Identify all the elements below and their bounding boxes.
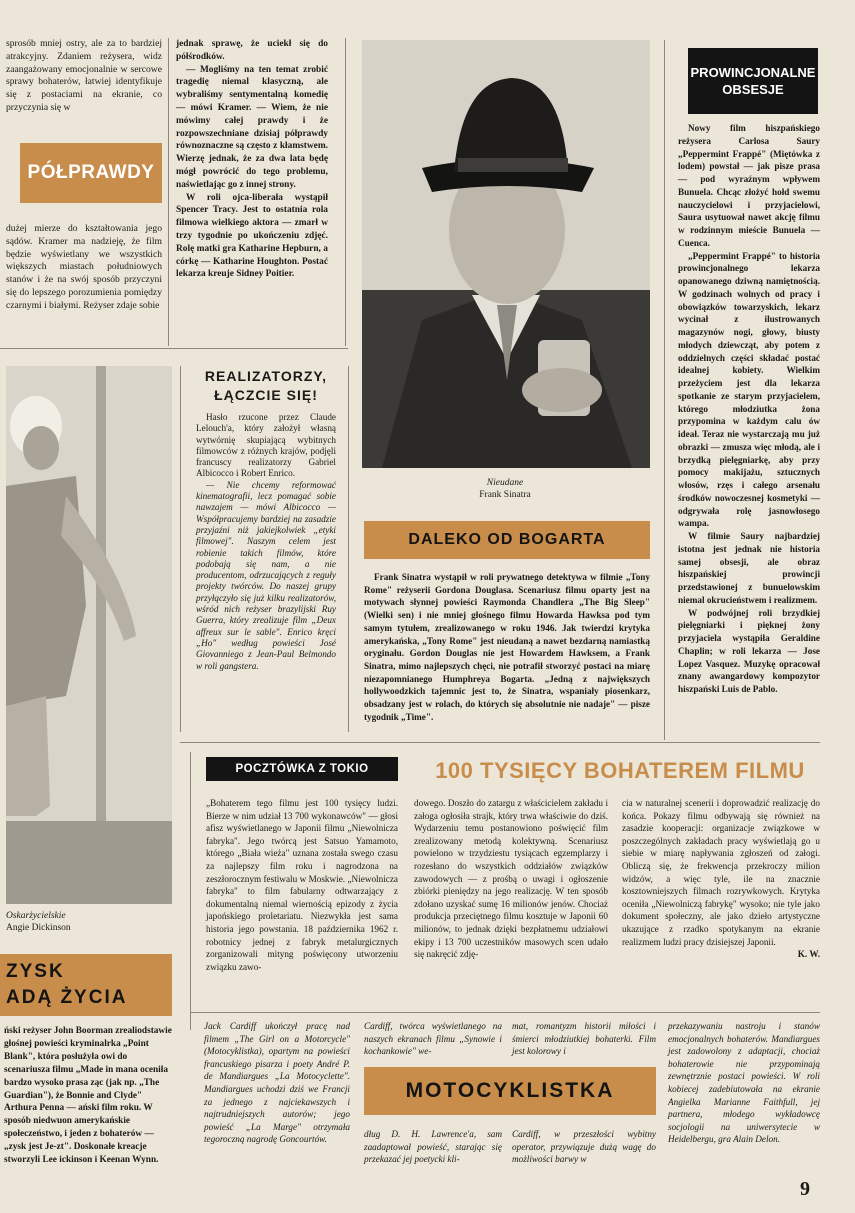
moto-col4: przekazywaniu nastroju i stanów emocjonalnych bohaterów. Mandiargues jest zadowolony z adaptacji, chociaż bohaterowie nie przypominają zewnętrznie postaci powieści. W roli kobiecej zadebiutowała na ekranie Angielka Marianne Faithfull, jej partnera, młodego wykładowcę socjologii na uniwersytecie w Heidelbergu, gra Alain Delon.	[668, 1021, 820, 1145]
moto-col2b: dług D. H. Lawrence'a, sam zaadaptował powieść, starając się przekazać jej poetycki kli-	[364, 1129, 502, 1165]
section-rule	[190, 1012, 820, 1013]
moto-heading: MOTOCYKLISTKA	[364, 1067, 656, 1115]
moto-col3a: mat, romantyzm historii miłości i śmierci młodziutkiej bohaterki. Film jest kolorowy i	[512, 1021, 656, 1057]
sinatra-caption: Nieudane Frank Sinatra	[479, 478, 531, 500]
column-rule	[348, 366, 349, 732]
polprawdy-heading: PÓŁPRAWDY	[20, 143, 162, 203]
angie-dickinson-photo	[6, 366, 172, 904]
bogart-heading: DALEKO OD BOGARTA	[364, 521, 650, 559]
bogart-text: Frank Sinatra wystąpił w roli prywatnego detektywa w filmie „Tony Rome" reżyserii Gordona Douglasa. Scenariusz filmu oparty jest na motywach słynnej powieści Raymonda Chandlera „The Big Sleep" (Wielki sen) i nie mniej głośnego filmu Howarda Hawksa pod tym samym tytułem, zrealizowanego w roku 1946. Jak twierdzi krytyka amerykańska, „Tony Rome" jest nieudaną a nawet bezdarną namiastką oryginału. Gordon Douglas nie jest Howardem Hawksem, a Frank Sinatra, mimo najlepszych chęci, nie potrafił stworzyć postaci na miarę niezapomnianego Humphreya Bogarta. „Jedną z największych hollywoodzkich tajemnic jest to, że Sinatra, wspaniały piosenkarz, obsadzany jest w rolach, do których się absolutnie nie nadaje" — pisze tygodnik „Time".	[364, 572, 650, 722]
dickinson-caption: Oskarżycielskie Angie Dickinson	[6, 911, 71, 933]
obsesje-heading: PROWINCJONALNE OBSESJE	[688, 48, 818, 114]
realizatorzy-text: Hasło rzucone przez Claude Lelouch'a, który założył własną wytwórnię skupiającą wybitnych filmowców z różnych krajów, podjęli francuscy realizatorzy Gabriel Albicocco i Robert Enrico. — Nie chcemy reformować kinematografii, lecz pomagać sobie nawzajem — mówi Albicocco — Współpracujemy bardziej na zasadzie przyjaźni niż jakiejkolwiek „etyki filmowej". Naszym celem jest robienie takich filmów, które podobają się nam, a nie producentom, odrzucających z reguły projekty twórców. Do naszej grupy przyłączyło się już kilku realizatorów, wśród nich reżyser brazylijski Ruy Guerra, który zrealizuje film „Deux affreux sur le sable". Enrico kręci „Ho" według powieści José Giovanniego z Jean-Paul Belmondo w roli gangstera.	[196, 412, 336, 671]
tokio-heading: 100 TYSIĘCY BOHATEREM FILMU	[435, 758, 805, 783]
section-rule	[0, 348, 348, 349]
tokio-col3: cia w naturalnej scenerii i doprowadzić realizację do końca. Pokazy filmu odbywają się również na zasadzie kooperacji: organizacje związkowe w poszczególnych zakładach pracy wyświetlają go u siebie w miarę napływania zgłoszeń od załogi. Obliczą się, że frekwencja przekroczy milion widzów, a więc tyle, ile na znacznie kosztowniejszych filmach rozrywkowych. Krytyka oceniła „Niewolniczą fabrykę" wysoko; nie tyle jako dokument społeczny, ale jako dzieło artystyczne ukazujące z rzadko spotykanym na ekranie realizmem ludzi pracy dzisiejszej Japonii. K. W.	[622, 798, 820, 960]
tokio-col2: dowego. Doszło do zatargu z właścicielem zakładu i załoga ogłosiła strajk, który trwa właściwie do dziś. Wydarzeniu temu postanowiono poświęcić film zrealizowany metodą kolektywną. Scenariusz powielono w trzydziestu tysiącach egzemplarzy i rozesłano do wszystkich oddziałów związków zawodowych — z prośbą o uwagi i ogłoszenie zbiórki pieniędzy na jego realizację. W ten sposób zdołano uzyskać sumę 16 milionów jenów. Chociaż produkcja przeciętnego filmu kosztuje w Japonii 60 milionów, to jednak dzięki bezpłatnemu udziałowi ekipy i 13 700 uczestników masowych scen udało się nakręcić zdję-	[414, 798, 608, 960]
portrait-illustration	[6, 366, 172, 904]
col2-text: jednak sprawę, że uciekł się do półśrodków. — Mogliśmy na ten temat zrobić tragedię niemal klasyczną, ale wybraliśmy sentymentalną komedię — mówi Kramer. — Wiem, że nie mówimy całej prawdy i że rozpowszechniane dzisiaj półprawdy równoznaczne są często z kłamstwem. Wierzę jednak, że za dwa lata będę mógł powrócić do tego problemu, naświetlając go z innej strony. W roli ojca-liberała wystąpił Spencer Tracy. Jest to ostatnia rola filmowa wielkiego aktora — zmarł w trzy tygodnie po ukończeniu zdjęć. Rolę matki gra Katharine Hepburn, a córkę — Katharine Houghton. Postać lekarza kreuje Sidney Poitier.	[176, 39, 328, 280]
column-rule	[190, 752, 191, 1030]
realizatorzy-heading: REALIZATORZY, ŁĄCZCIE SIĘ!	[204, 368, 328, 403]
col1-top-text: sprosób mniej ostry, ale za to bardziej atrakcyjny. Zdaniem reżysera, widz zaangażowany emocjonalnie w sercowe sprawy bohaterów, łatwiej identyfikuje się z postaciami na ekranie, co przyczynia się w	[6, 38, 162, 113]
page-number: 9	[800, 1178, 810, 1200]
moto-col2a: Cardiff, twórca wyświetlanego na naszych ekranach filmu „Synowie i kochankowie" we-	[364, 1021, 502, 1057]
obsesje-text: Nowy film hiszpańskiego reżysera Carlosa Saury „Peppermint Frappé" (Miętówka z lodem) powstał — jak pisze prasa — pod wyraźnym wpływem Bunuela. Chcąc złożyć hołd swemu nauczycielowi i przyjacielowi, Saura usytuował nawet akcję filmu w rodzinnym mieście Bunuela — Cuenca. „Peppermint Frappé" to historia prowincjonalnego lekarza opanowanego dziwną namiętnością. W godzinach wolnych od pracy i obowiązków towarzyskich, lekarz wycinał z ilustrowanych magazynów nogi, głowy, biusty młodych dziewcząt, aby potem z oddzielnych części składać postać idealnej kobiety. Wielkim przeżyciem jest dla lekarza spotkanie ze starym przyjacielem, którego młodziutka żona przypomina w każdym calu ów ideał. Teraz nie wystarczają mu już obrazki — zmusza więc młodą, ale i brzydką pielęgniarkę, aby przy pomocy makijażu, sztucznych włosów, rzęs i całego arsenału środków nowoczesnej kosmetyki — odgrywała rolę jasnowłosego wampa. W filmie Saury najbardziej istotna jest jednak nie historia samej obsesji, ale obraz hiszpańskiej prowincji przedstawionej z bunuelowskim niemal okrucieństwem i realizmem. W podwójnej roli brzydkiej pielęgniarki i pięknej żony przyjaciela wystąpiła Geraldine Chaplin; w roli lekarza — Jose Lopez Vasquez. Muzykę opracował znany awangardowy kompozytor hiszpański Luis de Pablo.	[678, 123, 820, 694]
column-rule	[345, 38, 346, 346]
portrait-illustration	[362, 40, 650, 468]
column-rule	[180, 366, 181, 732]
column-rule	[664, 40, 665, 740]
moto-col3b: Cardiff, w przeszłości wybitny operator, przywiązuje dużą wagę do możliwości barwy w	[512, 1129, 656, 1165]
column-rule	[168, 38, 169, 346]
moto-col1: Jack Cardiff ukończył pracę nad filmem „The Girl on a Motorcycle" (Motocyklistka), opartym na powieści francuskiego pisarza i poety André P. de Mandiargues „La Motocyclette". Mandiargues uchodzi dziś we Francji za jednego z najciekawszych i najtrudniejszych autorów; jego powieść „La Marge" otrzymała tegoroczną nagrodę Goncourtów.	[204, 1021, 350, 1145]
tokio-col1: „Bohaterem tego filmu jest 100 tysięcy ludzi. Bierze w nim udział 13 700 wykonawców" — głosi afisz wyświetlanego w Japonii filmu „Niewolnicza fabryka". Jego twórcą jest Satsuo Yamamoto, którego „Biała wieża" uznana została swego czasu za najlepszy film roku i nagrodzona na zeszłorocznym festiwalu w Moskwie. „Niewolnicza fabryka" to film fabularny odtwarzający z dokumentalną niemal wiernością epizody z życia japońskiego proletariatu. Niezwykła jest sama historia jego powstania. 18 października 1962 r. robotnicy jednej z fabryk metalurgicznych zorganizowali mityng poświęcony utworzeniu związku zawo-	[206, 798, 398, 972]
zysk-text: ński reżyser John Boorman zrealiodstawie głośnej powieści kryminalrka „Point Blank", która posłużyła owi do scenariusza filmu „Made in mana oceniła bardzo wysoko prasa ząc (jak np. „The Guardian"), że Bonnie and Clyde" Arthura Penna — ański film roku. W sposób niedwuon amerykańskie społeczeństwo, i jeden z bohaterów — „zysk jest Je-zt". Doskonałe kreacje stworzyli Lee ickinson i Keenan Wynn.	[4, 1026, 172, 1166]
col1-bottom-text: dużej mierze do kształtowania jego sądów. Kramer ma nadzieję, że film będzie wyświetlany we wszystkich większych miastach południowych stanów i że na swój sposób przyczyni się do lepszego porozumienia pomiędzy czarnymi i białymi. Reżyser zdaje sobie	[6, 223, 162, 311]
section-rule	[180, 742, 820, 743]
zysk-heading: ZYSK ADĄ ŻYCIA	[0, 954, 172, 1016]
frank-sinatra-photo	[362, 40, 650, 468]
tokio-label: POCZTÓWKA Z TOKIO	[206, 757, 398, 781]
